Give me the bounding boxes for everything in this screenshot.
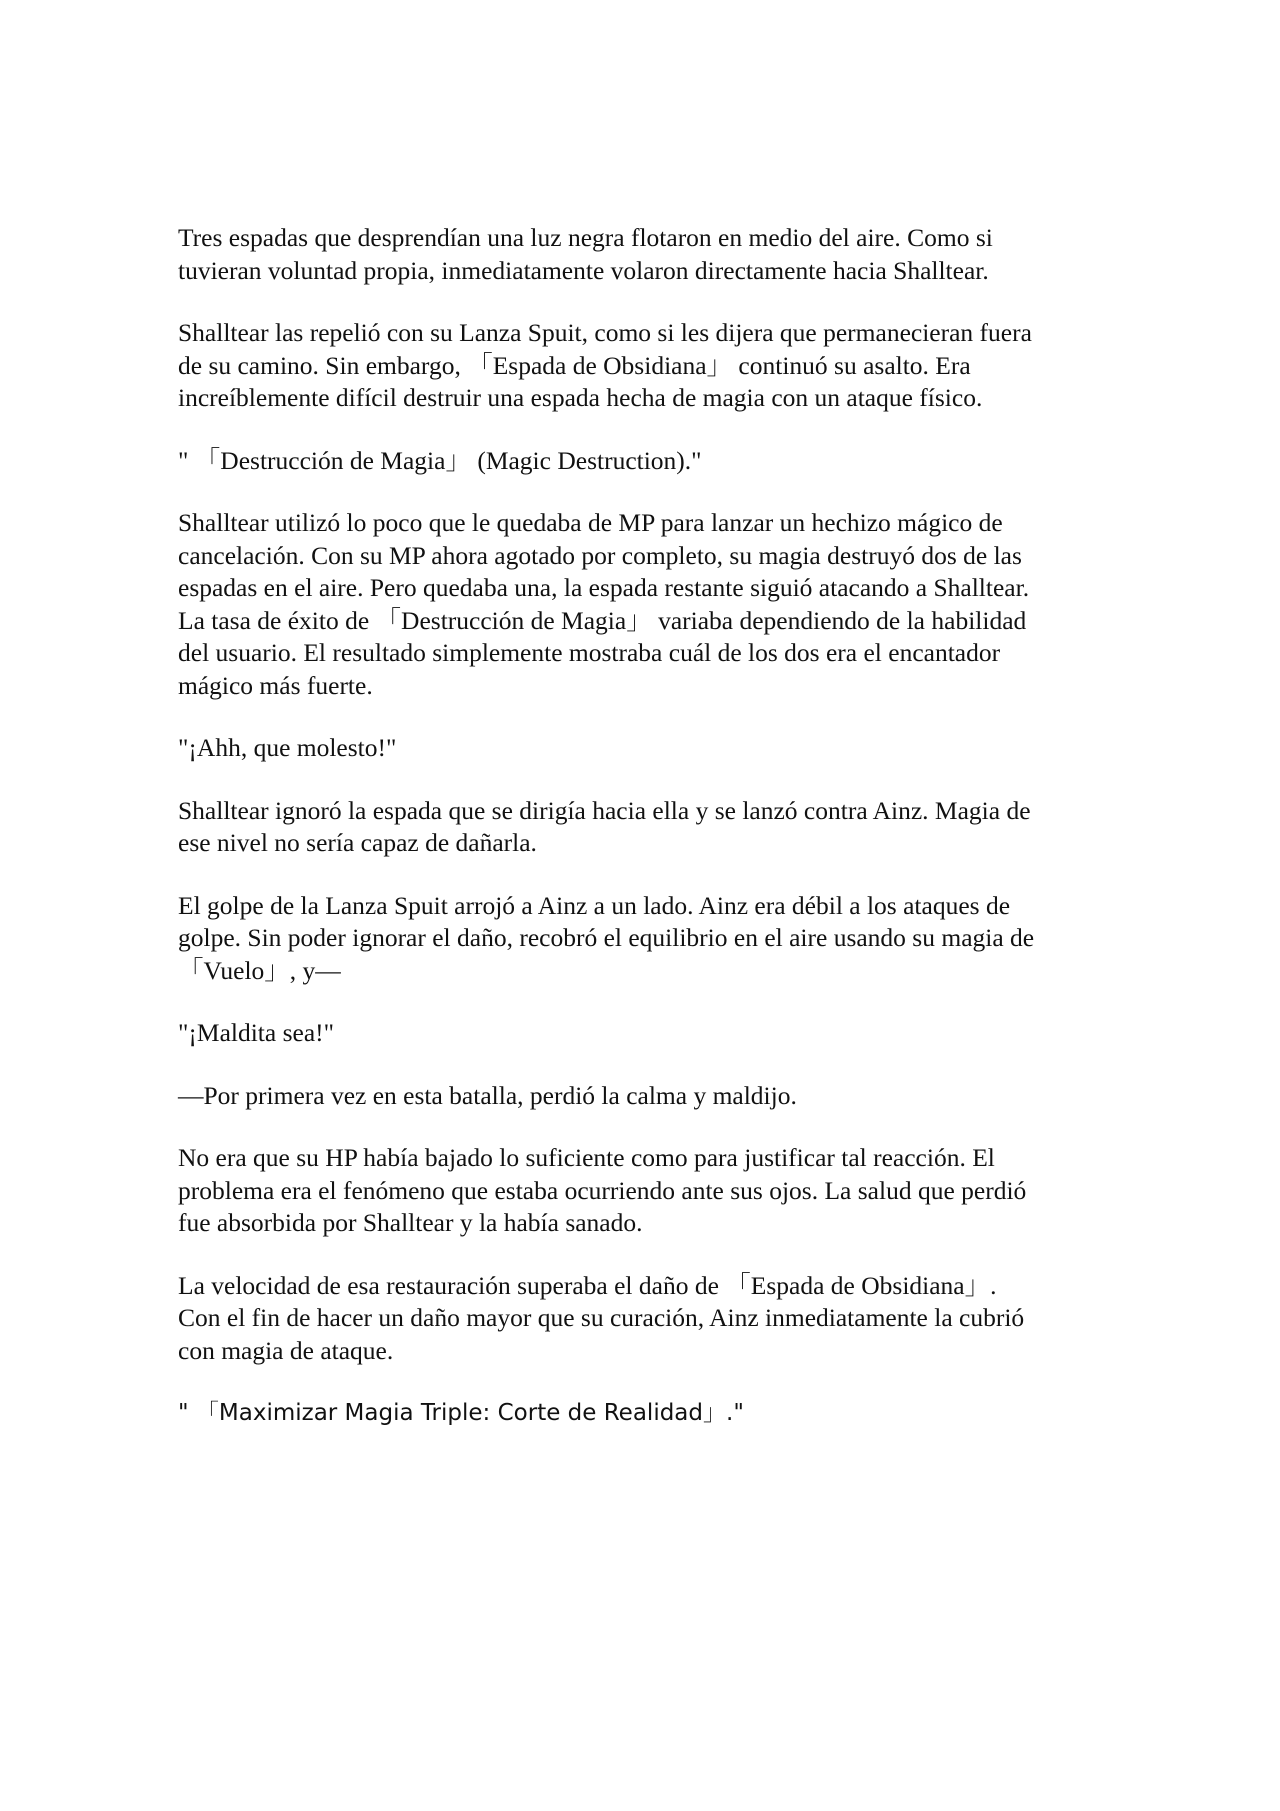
document-body <box>178 222 1108 1460</box>
paragraph: " 「Destrucción de Magia」 (Magic Destruction)." <box>178 445 702 475</box>
paragraph: Shalltear las repelió con su Lanza Spuit, como si les dijera que permanecieran fuera de su camino. Sin embargo, 「Espada de Obsidiana」 continuó su asalto. Era increíblemente difícil destruir una espada hecha de magia con un ataque físico. <box>178 318 1032 412</box>
paragraph: —Por primera vez en esta batalla, perdió la calma y maldijo. <box>178 1080 797 1110</box>
paragraph: "¡Ahh, que molesto!" <box>178 733 397 762</box>
paragraph: La velocidad de esa restauración superaba el daño de 「Espada de Obsidiana」. Con el fin de hacer un daño mayor que su curación, Ainz inmediatamente la cubrió con magia de ataque. <box>178 1270 1025 1365</box>
paragraph: El golpe de la Lanza Spuit arrojó a Ainz a un lado. Ainz era débil a los ataques de golpe. Sin poder ignorar el daño, recobró el equilibrio en el aire usando su magia de 「Vuelo」, y— <box>178 890 1035 985</box>
paragraph: Shalltear ignoró la espada que se dirigía hacia ella y se lanzó contra Ainz. Magia de ese nivel no sería capaz de dañarla. <box>178 795 1031 857</box>
paragraph: "¡Maldita sea!" <box>178 1018 335 1047</box>
paragraph: Tres espadas que desprendían una luz negra flotaron en medio del aire. Como si tuvieran voluntad propia, inmediatamente volaron directamente hacia Shalltear. <box>178 223 993 285</box>
paragraph: Shalltear utilizó lo poco que le quedaba de MP para lanzar un hechizo mágico de cancelación. Con su MP ahora agotado por completo, su magia destruyó dos de las espadas en el aire. Pero quedaba una, la espada restante siguió atacando a Shalltear. La tasa de éxito de 「Destrucción de Magia」 variaba dependiendo de la habilidad del usuario. El resultado simplemente mostraba cuál de los dos era el encantador mágico más fuerte. <box>178 508 1030 700</box>
paragraph: No era que su HP había bajado lo suficiente como para justificar tal reacción. El problema era el fenómeno que estaba ocurriendo ante sus ojos. La salud que perdió fue absorbida por Shalltear y la había sanado. <box>178 1143 1027 1237</box>
paragraph: " 「Maximizar Magia Triple: Corte de Realidad」." <box>178 1400 744 1426</box>
